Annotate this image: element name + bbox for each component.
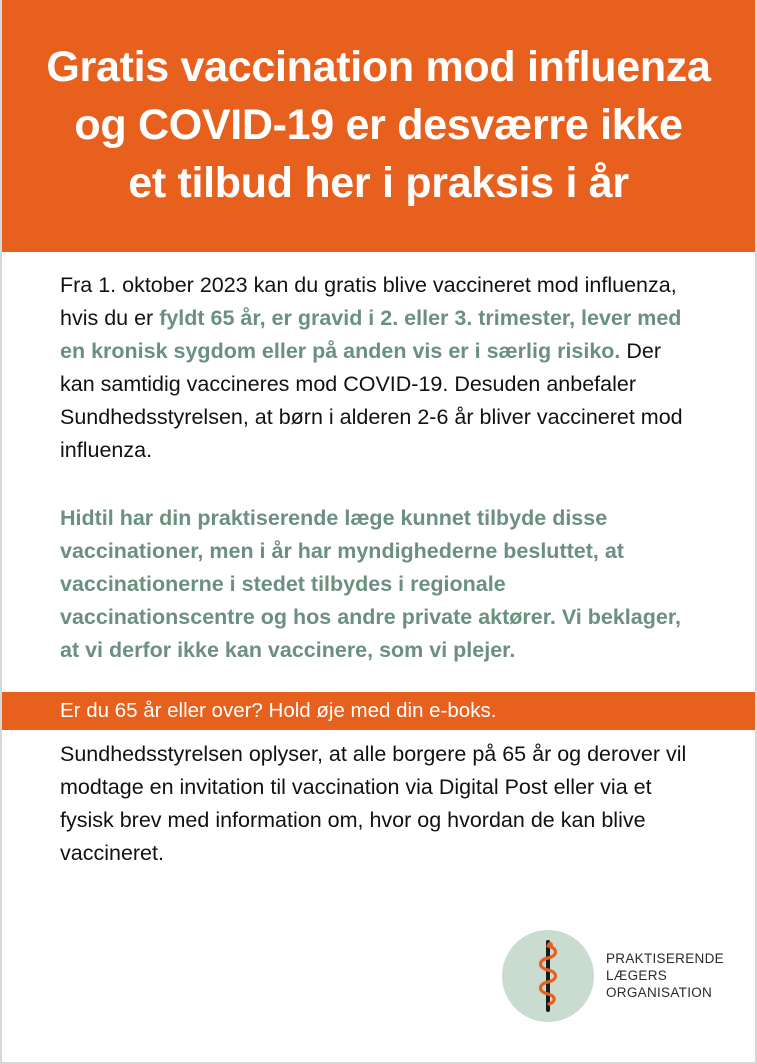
eboks-notice-band: Er du 65 år eller over? Hold øje med din e-boks. [2,692,755,730]
notice-paragraph: Hidtil har din praktiserende læge kunnet tilbyde disse vaccinationer, men i år har myndighederne besluttet, at vaccinationerne i stedet tilbydes i regionale vaccinationscentre og hos andre private aktører. Vi beklager, at vi derfor ikke kan vaccinere, som vi plejer. [60,506,681,662]
title-line-3: et tilbud her i praksis i år [128,159,629,207]
intro-paragraph [60,269,700,467]
logo-line-2: LÆGERS [606,968,668,983]
logo-line-1: PRAKTISERENDE [606,951,724,966]
intro-text-start: Fra 1. oktober 2023 kan du gratis blive vaccineret mod influenza, hvis du er [60,273,677,330]
title-line-2: og COVID-19 er desværre ikke [74,101,683,149]
rod-of-asclepius-icon [502,930,594,1022]
logo-circle [502,930,594,1022]
page-title [2,38,755,212]
logo-wordmark [606,950,724,1001]
intro-highlight: fyldt 65 år, er gravid i 2. eller 3. trimester, lever med en kronisk sygdom eller på anden vis er i særlig risiko. [60,306,682,363]
header-banner [2,0,755,252]
title-line-1: Gratis vaccination mod influenza [46,43,711,91]
logo-line-3: ORGANISATION [606,985,713,1000]
info-paragraph: Sundhedsstyrelsen oplyser, at alle borgere på 65 år og derover vil modtage en invitation til vaccination via Digital Post eller via et fysisk brev med information om, hvor og hvordan de kan blive vaccineret. [60,742,687,865]
organisation-logo [502,930,742,1024]
intro-text-end: Der kan samtidig vaccineres mod COVID-19. Desuden anbefaler Sundhedsstyrelsen, at børn i alderen 2-6 år bliver vaccineret mod influenza. [60,339,683,462]
